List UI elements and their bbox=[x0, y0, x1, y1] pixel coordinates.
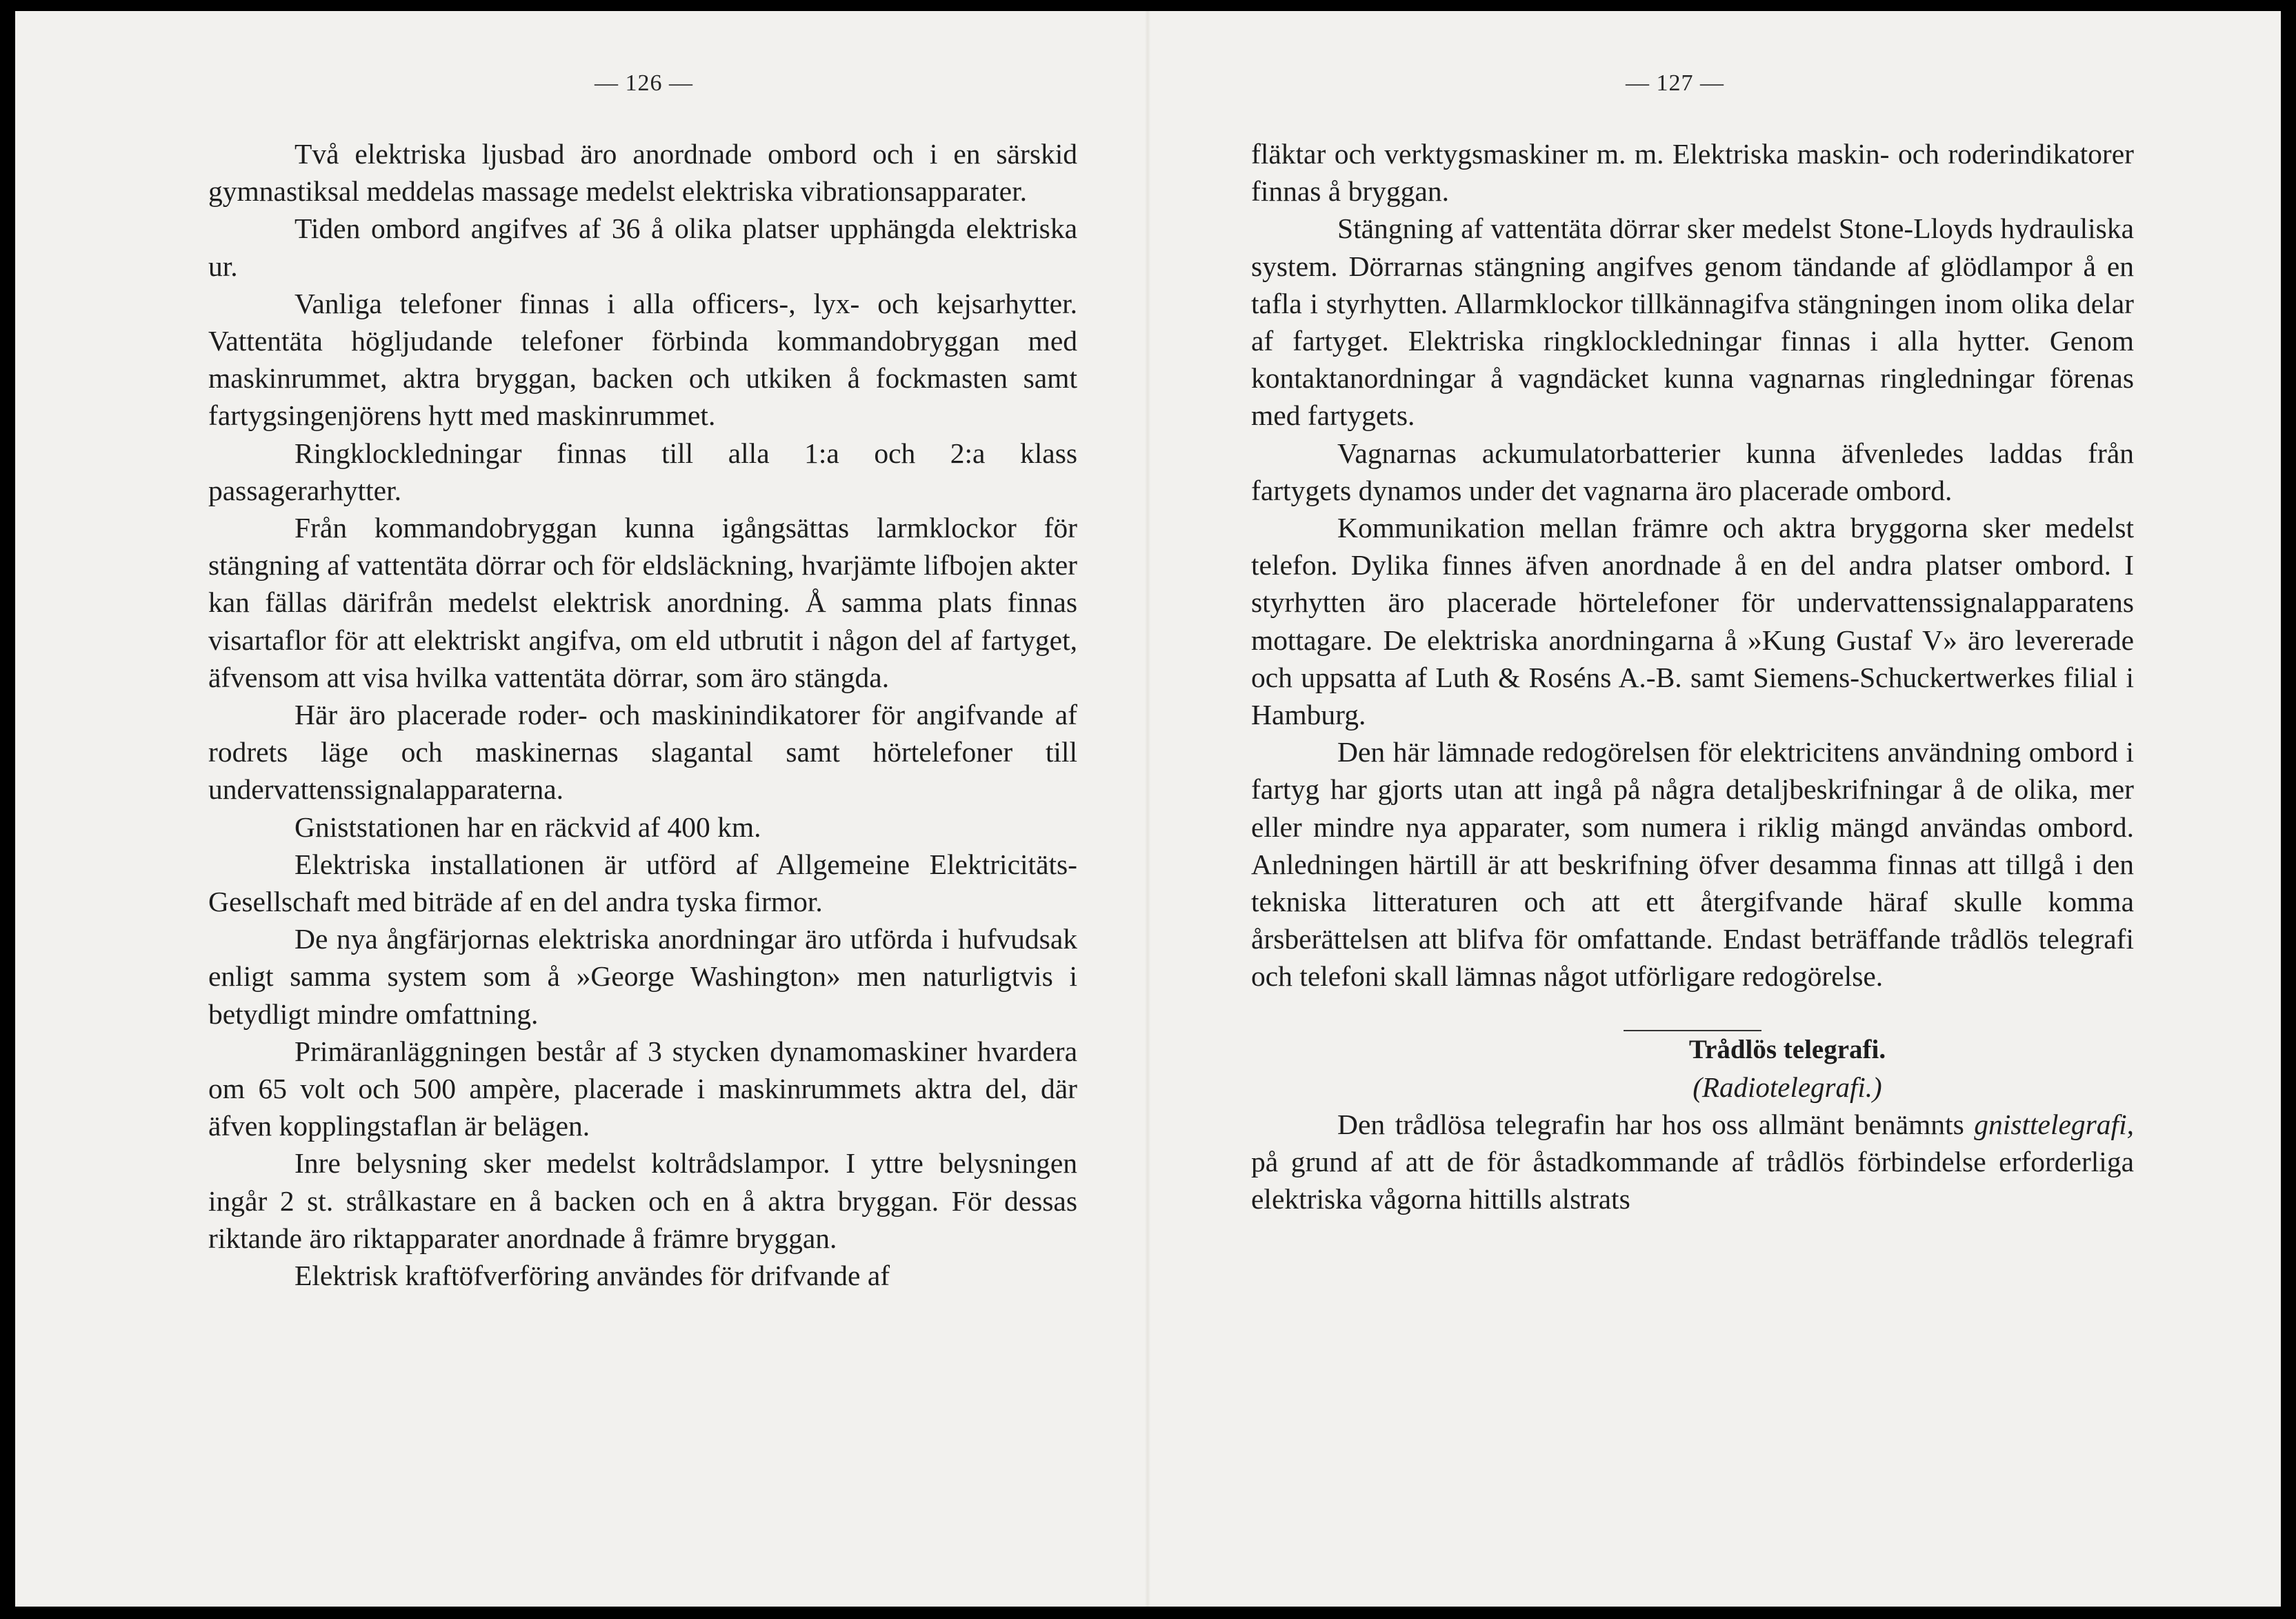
left-page bbox=[15, 11, 1148, 1607]
paragraph: Vanliga telefoner finnas i alla officers-, lyx- och kejsarhytter. Vattentäta högljudande telefoner förbinda kommandobryggan med maskinrummet, aktra bryggan, backen och utkiken å fockmasten samt fartygsingenjörens hytt med maskinrummet. bbox=[208, 287, 1077, 432]
right-page bbox=[1148, 11, 2281, 1607]
page-number: — 126 — bbox=[595, 70, 693, 96]
paragraph: Här äro placerade roder- och maskinindikatorer för angifvande af rodrets läge och maskinernas slagantal samt hörtelefoner till undervattenssignalapparaterna. bbox=[208, 699, 1077, 806]
book-spread bbox=[15, 11, 2281, 1607]
left-page-body bbox=[208, 135, 1077, 1294]
paragraph: fläktar och verktygsmaskiner m. m. Elektriska maskin- och roderindikatorer finnas å bryggan. bbox=[1251, 138, 2134, 208]
paragraph: Gniststationen har en räckvid af 400 km. bbox=[295, 811, 761, 843]
paragraph: Vagnarnas ackumulatorbatterier kunna äfvenledes laddas från fartygets dynamos under det vagnarna äro placerade ombord. bbox=[1251, 437, 2134, 506]
paragraph: Elektrisk kraftöfverföring användes för drifvande af bbox=[295, 1260, 890, 1292]
paragraph: Primäranläggningen består af 3 stycken dynamomaskiner hvardera om 65 volt och 500 ampère, placerade i maskinrummets aktra del, där äfven kopplingstaflan är belägen. bbox=[208, 1035, 1077, 1142]
paragraph: Elektriska installationen är utförd af Allgemeine Elektricitäts-Gesellschaft med biträde af en del andra tyska firmor. bbox=[208, 848, 1077, 918]
paragraph-text: på grund af att de för åstadkommande af trådlös förbindelse erforderliga elektriska vågorna hittills alstrats bbox=[1251, 1145, 2134, 1215]
right-page-body bbox=[1251, 135, 2134, 1218]
section-subtitle: (Radiotelegrafi.) bbox=[1693, 1071, 1882, 1103]
paragraph: Stängning af vattentäta dörrar sker medelst Stone-Lloyds hydrauliska system. Dörrarnas stängning angifves genom tändande af glödlampor å en tafla i styrhytten. Allarmklockor tillkännagifva stängningen inom olika delar af fartyget. Elektriska ringklockledningar finnas i alla hytter. Genom kontaktanordningar å vagndäcket kunna vagnarnas ringledningar förenas med fartygets. bbox=[1251, 212, 2134, 432]
paragraph: Ringklockledningar finnas till alla 1:a och 2:a klass passagerarhytter. bbox=[208, 437, 1077, 506]
paragraph: Inre belysning sker medelst koltrådslampor. I yttre belysningen ingår 2 st. strålkastare en å backen och en å aktra bryggan. För dessas riktande äro riktapparater anordnade å främre bryggan. bbox=[208, 1147, 1077, 1254]
page-number: — 127 — bbox=[1626, 70, 1724, 96]
paragraph: Från kommandobryggan kunna igångsättas larmklockor för stängning af vattentäta dörrar och för eldsläckning, hvarjämte lifbojen akter kan fällas därifrån medelst elektrisk anordning. Å samma plats finnas visartaflor för att elektriskt angifva, om eld utbrutit i någon del af fartyget, äfvensom att visa hvilka vattentäta dörrar, som äro stängda. bbox=[208, 512, 1077, 693]
paragraph: Tiden ombord angifves af 36 å olika platser upphängda elektriska ur. bbox=[208, 212, 1077, 282]
italic-term: gnisttelegrafi, bbox=[1974, 1108, 2134, 1140]
paragraph-text: Den trådlösa telegrafin har hos oss allmänt benämnts bbox=[1337, 1108, 1975, 1140]
paragraph: Kommunikation mellan främre och aktra bryggorna sker medelst telefon. Dylika finnes äfven anordnade å en del andra platser ombord. I styrhytten äro placerade hörtelefoner för undervattenssignalapparatens mottagare. De elektriska anordningarna å »Kung Gustaf V» äro levererade och uppsatta af Luth & Roséns A.-B. samt Siemens-Schuckertwerkes filial i Hamburg. bbox=[1251, 512, 2134, 731]
section-title: Trådlös telegrafi. bbox=[1688, 1034, 1886, 1064]
paragraph bbox=[1251, 1106, 2134, 1218]
paragraph: Den här lämnade redogörelsen för elektricitens användning ombord i fartyg har gjorts utan att ingå på några detaljbeskrifningar å de olika, mer eller mindre nya apparater, som numera i riklig mängd användas ombord. Anledningen härtill är att beskrifning öfver desamma finnas att tillgå i den tekniska litteraturen och att ett återgifvande häraf skulle komma årsberättelsen att blifva för omfattande. Endast beträffande trådlös telegrafi och telefoni skall lämnas något utförligare redogörelse. bbox=[1251, 736, 2134, 993]
paragraph: De nya ångfärjornas elektriska anordningar äro utförda i hufvudsak enligt samma system som å »George Washington» men naturligtvis i betydligt mindre omfattning. bbox=[208, 923, 1077, 1030]
paragraph: Två elektriska ljusbad äro anordnade ombord och i en särskid gymnastiksal meddelas massage medelst elektriska vibrationsapparater. bbox=[208, 138, 1077, 208]
